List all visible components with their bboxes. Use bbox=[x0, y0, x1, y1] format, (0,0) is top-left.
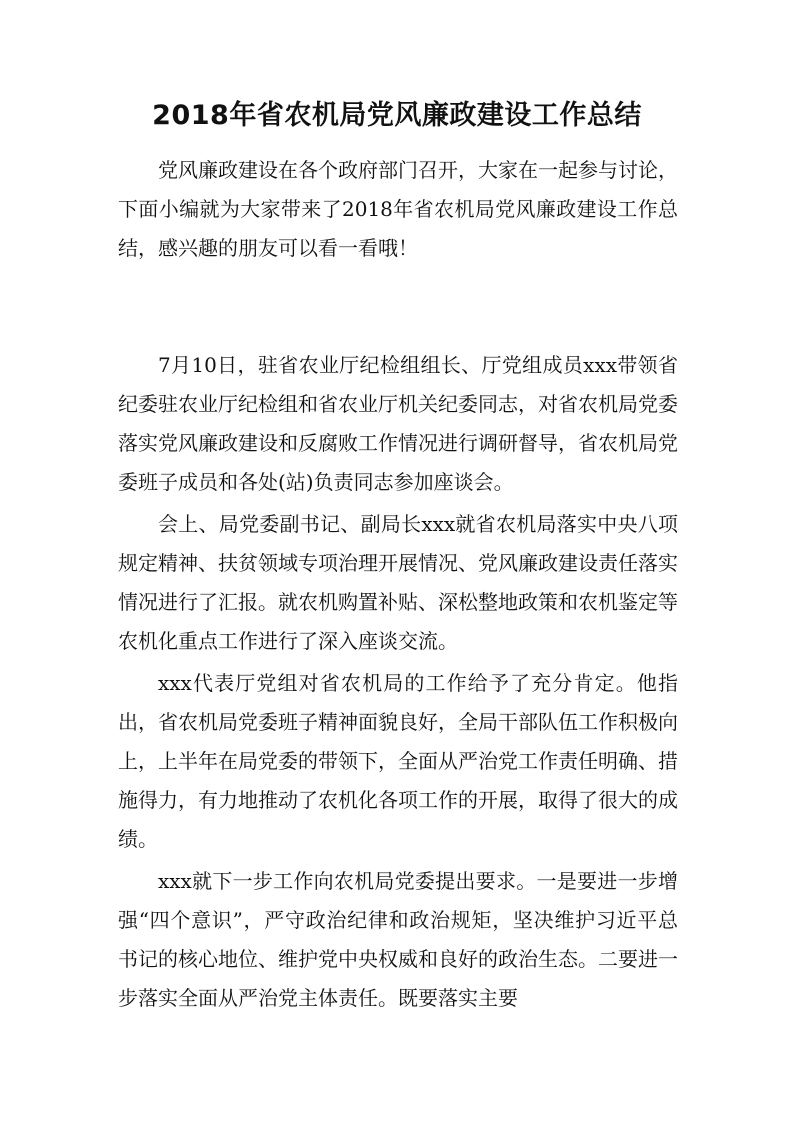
paragraph-report: 会上、局党委副书记、副局长xxx就省农机局落实中央八项规定精神、扶贫领域专项治理开展情况、党风廉政建设责任落实情况进行了汇报。就农机购置补贴、深松整地政策和农机鉴定等农机化重点工作进行了深入座谈交流。 bbox=[118, 512, 678, 653]
paragraph-affirmation: xxx代表厅党组对省农机局的工作给予了充分肯定。他指出，省农机局党委班子精神面貌良好，全局干部队伍工作积极向上，上半年在局党委的带领下，全面从严治党工作责任明确、措施得力，有力地推动了农机化各项工作的开展，取得了很大的成绩。 bbox=[118, 671, 678, 851]
paragraph-meeting: 7月10日，驻省农业厅纪检组组长、厅党组成员xxx带领省纪委驻农业厅纪检组和省农业厅机关纪委同志，对省农机局党委落实党风廉政建设和反腐败工作情况进行调研督导，省农机局党委班子成员和各处(站)负责同志参加座谈会。 bbox=[118, 353, 678, 494]
document-body bbox=[118, 151, 678, 1018]
document-title: 2018年省农机局党风廉政建设工作总结 bbox=[152, 100, 642, 131]
paragraph-intro: 党风廉政建设在各个政府部门召开，大家在一起参与讨论，下面小编就为大家带来了2018年省农机局党风廉政建设工作总结，感兴趣的朋友可以看一看哦！ bbox=[118, 158, 678, 260]
paragraph-requirements: xxx就下一步工作向农机局党委提出要求。一是要进一步增强“四个意识”，严守政治纪律和政治规矩，坚决维护习近平总书记的核心地位、维护党中央权威和良好的政治生态。二要进一步落实全面从严治党主体责任。既要落实主要 bbox=[118, 869, 678, 1010]
